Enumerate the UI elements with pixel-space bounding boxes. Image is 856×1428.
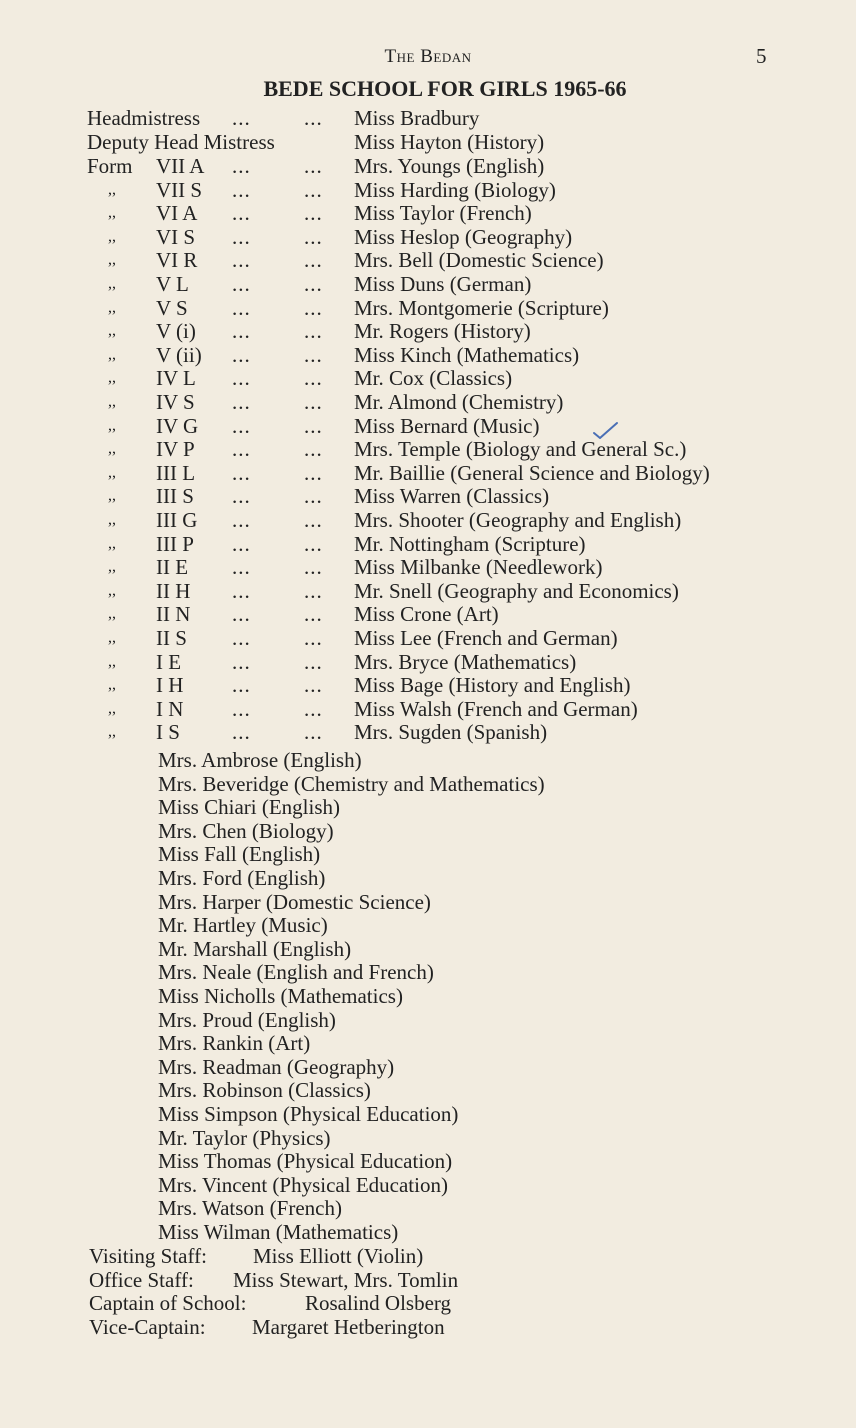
leader-dots: ... [232, 720, 251, 745]
form-teacher: Miss Lee (French and German) [354, 626, 618, 650]
ditto-mark: ,, [108, 393, 116, 410]
leader-dots: ... [232, 696, 251, 721]
leader-dots: ... [304, 602, 323, 627]
form-word: Form [87, 154, 133, 178]
ditto-mark: ,, [108, 605, 116, 623]
staff-name: Mrs. Neale (English and French) [158, 960, 434, 985]
leader-dots: ... [304, 437, 323, 462]
form-name: II E [156, 555, 189, 580]
form-teacher: Mrs. Montgomerie (Scripture) [354, 295, 609, 320]
leader-dots: ... [304, 366, 323, 391]
staff-name: Mrs. Watson (French) [158, 1196, 342, 1221]
ditto-mark: ,, [108, 463, 116, 481]
page-number: 5 [756, 44, 767, 68]
leader-dots: ... [304, 201, 323, 226]
form-teacher: Mrs. Bell (Domestic Science) [354, 248, 604, 273]
leader-dots: ... [304, 154, 323, 178]
staff-name: Mr. Hartley (Music) [158, 913, 328, 938]
leader-dots: ... [304, 673, 323, 698]
staff-name: Mrs. Rankin (Art) [158, 1031, 311, 1056]
leader-dots: ... [304, 531, 323, 556]
ditto-mark: ,, [108, 511, 116, 528]
leader-dots: ... [304, 248, 323, 273]
leader-dots: ... [232, 649, 251, 674]
leader-dots: ... [304, 106, 323, 130]
ancillary-label: Vice-Captain: [89, 1314, 206, 1339]
staff-name: Miss Thomas (Physical Education) [158, 1149, 453, 1174]
leader-dots: ... [232, 342, 251, 367]
form-name: VI A [156, 201, 198, 226]
leader-dots: ... [304, 649, 323, 674]
ditto-mark: ,, [108, 629, 116, 646]
form-teacher: Miss Warren (Classics) [354, 484, 550, 509]
leader-dots: ... [232, 295, 251, 320]
ditto-mark: ,, [108, 251, 116, 269]
ditto-mark: ,, [108, 723, 116, 741]
form-name: VII A [156, 154, 205, 178]
leader-dots: ... [232, 484, 251, 509]
form-teacher: Miss Harding (Biology) [354, 177, 556, 202]
ditto-mark: ,, [108, 699, 116, 717]
form-teacher: Mr. Nottingham (Scripture) [354, 531, 586, 556]
ancillary-label: Captain of School: [89, 1291, 247, 1316]
form-name: V (ii) [156, 342, 202, 367]
leader-dots: ... [232, 154, 251, 178]
ancillary-value: Miss Stewart, Mrs. Tomlin [233, 1267, 459, 1292]
form-teacher: Mr. Snell (Geography and Economics) [354, 578, 679, 603]
ditto-mark: ,, [108, 298, 116, 316]
form-teacher: Miss Milbanke (Needlework) [354, 555, 603, 580]
leader-dots: ... [304, 626, 323, 650]
form-name: VII S [156, 177, 203, 202]
ancillary-value: Margaret Hetberington [252, 1314, 445, 1339]
leader-dots: ... [232, 508, 251, 532]
form-name: III S [156, 484, 194, 509]
role-label: Deputy Head Mistress [87, 130, 275, 154]
form-teacher: Miss Bage (History and English) [354, 673, 631, 698]
leader-dots: ... [232, 224, 251, 249]
leader-dots: ... [304, 319, 323, 344]
ancillary-label: Office Staff: [89, 1267, 194, 1292]
role-holder: Miss Hayton (History) [354, 130, 545, 154]
ditto-mark: ,, [108, 487, 116, 505]
form-teacher: Miss Taylor (French) [354, 201, 532, 226]
role-label: Headmistress [87, 106, 201, 130]
form-name: V L [156, 272, 189, 296]
form-teacher: Miss Duns (German) [354, 272, 532, 296]
form-teacher: Miss Heslop (Geography) [354, 224, 573, 249]
running-title: The Bedan [384, 46, 472, 67]
leader-dots: ... [232, 555, 251, 580]
staff-name: Miss Simpson (Physical Education) [158, 1102, 459, 1126]
form-name: III G [156, 508, 198, 532]
leader-dots: ... [232, 366, 251, 391]
form-teacher: Mr. Cox (Classics) [354, 366, 513, 391]
leader-dots: ... [304, 578, 323, 603]
form-teacher: Miss Crone (Art) [354, 602, 499, 627]
leader-dots: ... [232, 248, 251, 273]
leader-dots: ... [304, 508, 323, 532]
form-teacher: Mr. Almond (Chemistry) [354, 390, 564, 414]
ditto-mark: ,, [108, 204, 116, 222]
ditto-mark: ,, [108, 581, 116, 599]
ditto-mark: ,, [108, 322, 116, 340]
leader-dots: ... [232, 106, 251, 130]
staff-name: Miss Chiari (English) [158, 795, 340, 820]
ditto-mark: ,, [108, 676, 116, 694]
form-name: VI S [156, 224, 196, 249]
staff-name: Mr. Marshall (English) [158, 936, 352, 961]
form-name: I N [156, 696, 184, 721]
ditto-mark: ,, [108, 345, 116, 363]
ancillary-value: Rosalind Olsberg [305, 1291, 452, 1316]
ditto-mark: ,, [108, 558, 116, 576]
leader-dots: ... [304, 696, 323, 721]
leader-dots: ... [232, 177, 251, 202]
leader-dots: ... [232, 319, 251, 344]
leader-dots: ... [232, 390, 251, 414]
leader-dots: ... [304, 555, 323, 580]
staff-name: Mrs. Ambrose (English) [158, 748, 362, 772]
staff-name: Mrs. Ford (English) [158, 866, 326, 890]
leader-dots: ... [304, 390, 323, 414]
staff-name: Miss Nicholls (Mathematics) [158, 984, 403, 1008]
leader-dots: ... [304, 484, 323, 509]
form-teacher: Mr. Rogers (History) [354, 319, 531, 344]
form-name: IV L [156, 366, 196, 391]
staff-name: Mr. Taylor (Physics) [158, 1125, 331, 1150]
leader-dots: ... [232, 437, 251, 462]
leader-dots: ... [232, 673, 251, 698]
form-name: IV G [156, 413, 199, 438]
form-teacher: Mrs. Bryce (Mathematics) [354, 649, 577, 674]
ancillary-value: Miss Elliott (Violin) [253, 1244, 424, 1268]
form-name: II H [156, 578, 191, 603]
form-teacher: Miss Walsh (French and German) [354, 696, 638, 721]
ditto-mark: ,, [108, 275, 116, 292]
leader-dots: ... [304, 224, 323, 249]
form-name: I S [156, 720, 180, 745]
staff-name: Mrs. Proud (English) [158, 1007, 336, 1032]
form-name: I E [156, 649, 182, 674]
form-teacher: Mrs. Sugden (Spanish) [354, 720, 548, 745]
leader-dots: ... [232, 201, 251, 226]
ditto-mark: ,, [108, 180, 116, 198]
leader-dots: ... [304, 295, 323, 320]
form-name: III P [156, 531, 194, 556]
staff-name: Mrs. Readman (Geography) [158, 1054, 395, 1079]
leader-dots: ... [304, 460, 323, 485]
form-name: V S [156, 295, 188, 320]
staff-name: Mrs. Vincent (Physical Education) [158, 1172, 448, 1197]
leader-dots: ... [232, 626, 251, 650]
form-name: IV P [156, 437, 195, 462]
document-title: BEDE SCHOOL FOR GIRLS 1965-66 [263, 76, 627, 101]
leader-dots: ... [232, 460, 251, 485]
form-name: III L [156, 460, 196, 485]
ditto-mark: ,, [108, 652, 116, 670]
checkmark-icon [590, 418, 620, 442]
staff-name: Mrs. Robinson (Classics) [158, 1078, 371, 1103]
ditto-mark: ,, [108, 534, 116, 552]
staff-name: Mrs. Chen (Biology) [158, 818, 334, 843]
form-teacher: Miss Bernard (Music) [354, 413, 540, 438]
leader-dots: ... [232, 413, 251, 438]
form-teacher: Mrs. Temple (Biology and General Sc.) [354, 437, 687, 462]
ditto-mark: ,, [108, 227, 116, 245]
leader-dots: ... [232, 602, 251, 627]
ancillary-label: Visiting Staff: [89, 1244, 207, 1268]
form-name: VI R [156, 248, 198, 273]
leader-dots: ... [304, 720, 323, 745]
leader-dots: ... [232, 578, 251, 603]
leader-dots: ... [304, 177, 323, 202]
role-holder: Miss Bradbury [354, 106, 480, 130]
form-name: IV S [156, 390, 195, 414]
form-name: V (i) [156, 319, 196, 344]
form-name: I H [156, 673, 184, 698]
leader-dots: ... [232, 531, 251, 556]
ditto-mark: ,, [108, 416, 116, 434]
form-name: II S [156, 626, 187, 650]
form-teacher: Mrs. Shooter (Geography and English) [354, 508, 682, 532]
leader-dots: ... [304, 413, 323, 438]
staff-name: Mrs. Harper (Domestic Science) [158, 889, 431, 914]
leader-dots: ... [304, 342, 323, 367]
staff-name: Miss Wilman (Mathematics) [158, 1220, 399, 1244]
staff-name: Mrs. Beveridge (Chemistry and Mathematics) [158, 771, 545, 796]
form-teacher: Miss Kinch (Mathematics) [354, 342, 580, 367]
leader-dots: ... [304, 272, 323, 296]
form-teacher: Mrs. Youngs (English) [354, 154, 545, 178]
ditto-mark: ,, [108, 369, 116, 387]
form-teacher: Mr. Baillie (General Science and Biology) [354, 460, 710, 485]
ditto-mark: ,, [108, 440, 116, 458]
staff-name: Miss Fall (English) [158, 842, 321, 867]
form-name: II N [156, 602, 191, 627]
leader-dots: ... [232, 272, 251, 296]
